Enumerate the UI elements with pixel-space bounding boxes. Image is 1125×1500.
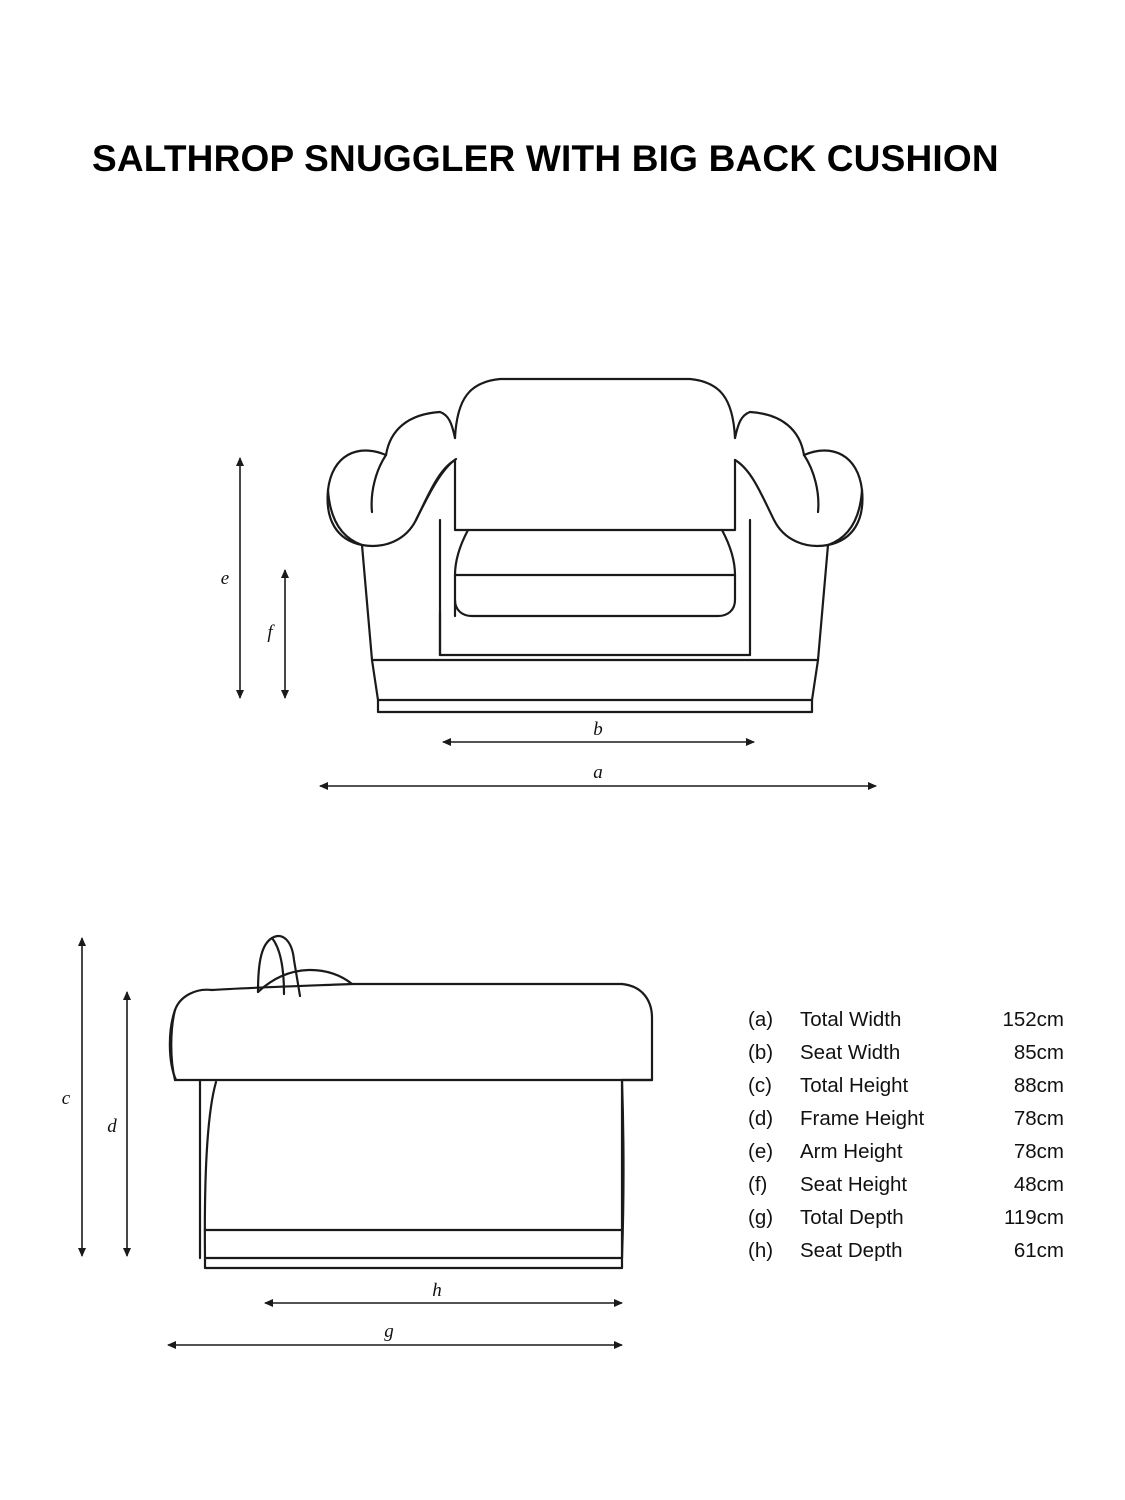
dim-label-g: g [384,1321,394,1342]
dimension-value: 78cm [1013,1140,1064,1163]
front-view-sofa [328,379,863,712]
dim-label-a: a [593,762,603,783]
dimension-value: 78cm [1013,1107,1064,1130]
dimension-label: Total Depth [800,1206,904,1229]
dimension-key-table [748,1008,1064,1272]
dimension-key: (d) [748,1107,774,1130]
page-title: SALTHROP SNUGGLER WITH BIG BACK CUSHION [92,138,999,179]
side-view-sofa [170,936,652,1268]
dimension-key: (f) [748,1173,768,1196]
dimension-key: (h) [748,1239,774,1262]
table-row [748,1107,1064,1140]
front-view-dimension-labels [221,568,603,783]
dim-label-c: c [61,1088,71,1109]
dimension-value: 61cm [1013,1239,1064,1262]
dimension-value: 88cm [1013,1074,1064,1097]
dim-label-d: d [107,1116,117,1137]
side-view-dimension-labels [62,1088,442,1342]
dimension-key: (b) [748,1041,774,1064]
dim-label-b: b [593,719,603,740]
table-row [748,1008,1064,1041]
dimension-value: 85cm [1013,1041,1064,1064]
dimension-key: (a) [748,1008,774,1031]
dimension-key: (c) [748,1074,772,1097]
table-row [748,1239,1064,1272]
dim-label-h: h [432,1280,442,1301]
dimension-key: (e) [748,1140,774,1163]
table-row [748,1173,1064,1206]
dimension-value: 119cm [1003,1206,1064,1229]
table-row [748,1074,1064,1107]
side-view-dimensions [82,938,622,1345]
dimension-label: Total Height [800,1074,909,1097]
dimension-label: Arm Height [800,1140,903,1163]
table-row [748,1041,1064,1074]
dimension-key: (g) [748,1206,774,1229]
front-view-dimensions [240,458,876,786]
dimension-label: Seat Depth [800,1239,903,1262]
table-row [748,1206,1064,1239]
dimension-value: 152cm [1002,1008,1064,1031]
dim-label-f: f [267,622,273,643]
table-row [748,1140,1064,1173]
dimension-label: Seat Width [800,1041,901,1064]
dimension-label: Total Width [800,1008,902,1031]
dimension-value: 48cm [1013,1173,1064,1196]
dim-label-e: e [220,568,230,589]
dimension-label: Frame Height [800,1107,925,1130]
dimension-label: Seat Height [800,1173,908,1196]
